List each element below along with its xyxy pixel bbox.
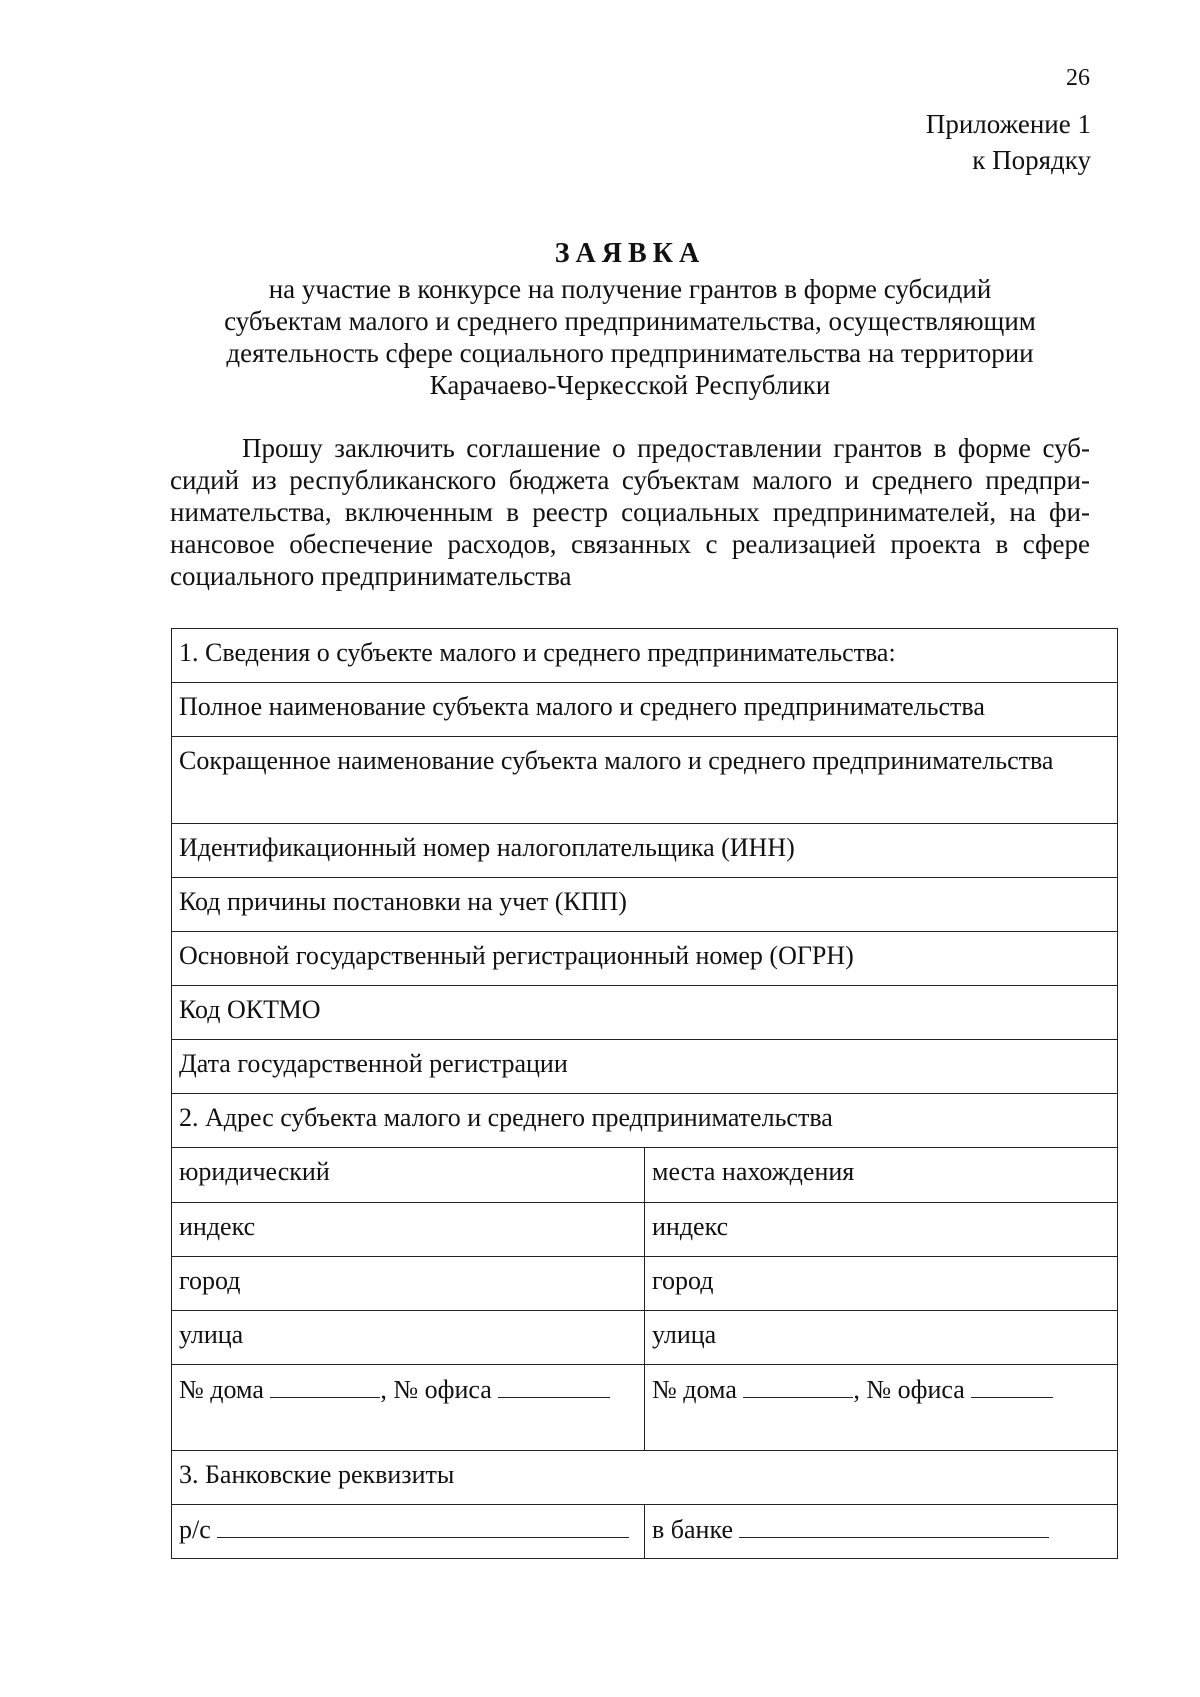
legal-city-field[interactable]: город <box>172 1257 645 1311</box>
oktmo-field[interactable]: Код ОКТМО <box>172 986 1118 1040</box>
location-city-field[interactable]: город <box>645 1257 1118 1311</box>
legal-office-blank[interactable] <box>498 1373 610 1398</box>
legal-office-label: , № офиса <box>380 1375 492 1404</box>
legal-index-field[interactable]: индекс <box>172 1203 645 1257</box>
appendix-line-2: к Порядку <box>972 145 1091 175</box>
table-row <box>172 1094 1118 1148</box>
location-address-header: места нахождения <box>645 1148 1118 1203</box>
legal-house-label: № дома <box>179 1375 264 1404</box>
bank-blank[interactable] <box>739 1513 1049 1538</box>
bank-cell <box>645 1505 1118 1559</box>
kpp-field[interactable]: Код причины постановки на учет (КПП) <box>172 878 1118 932</box>
legal-street-field[interactable]: улица <box>172 1311 645 1365</box>
location-house-label: № дома <box>652 1375 737 1404</box>
table-row <box>172 932 1118 986</box>
location-house-office-cell <box>645 1365 1118 1451</box>
table-row <box>172 629 1118 683</box>
table-row <box>172 1257 1118 1311</box>
account-label: р/с <box>179 1515 211 1544</box>
ogrn-field[interactable]: Основной государственный регистрационный номер (ОГРН) <box>172 932 1118 986</box>
table-row <box>172 824 1118 878</box>
subtitle-line-4: Карачаево-Черкесской Республики <box>429 370 831 400</box>
location-office-blank[interactable] <box>971 1373 1053 1398</box>
location-index-field[interactable]: индекс <box>645 1203 1118 1257</box>
location-house-blank[interactable] <box>743 1373 853 1398</box>
registration-date-field[interactable]: Дата государственной регистрации <box>172 1040 1118 1094</box>
intro-paragraph: Прошу заключить соглашение о предоставлении грантов в форме субсидий из республиканского бюджета субъектам малого и среднего предпринимательства, включенным в реестр социальных предпринимателей, на финансовое обеспечение расходов, связанных с реализацией проекта в сфере социального предпринимательства <box>170 433 1090 591</box>
bank-label: в банке <box>652 1515 733 1544</box>
table-row <box>172 878 1118 932</box>
appendix-line-1: Приложение 1 <box>925 109 1091 139</box>
table-row <box>172 683 1118 737</box>
legal-house-blank[interactable] <box>270 1373 380 1398</box>
subtitle-line-2: субъектам малого и среднего предпринимательства, осуществляющим <box>224 306 1036 336</box>
table-row <box>172 1505 1118 1559</box>
table-row <box>172 1365 1118 1451</box>
table-row <box>172 1203 1118 1257</box>
inn-field[interactable]: Идентификационный номер налогоплательщика (ИНН) <box>172 824 1118 878</box>
table-row <box>172 1451 1118 1505</box>
table-row <box>172 1148 1118 1203</box>
title-block <box>150 235 1110 401</box>
section-3-header: 3. Банковские реквизиты <box>172 1451 1118 1505</box>
table-row <box>172 1040 1118 1094</box>
short-name-field[interactable]: Сокращенное наименование субъекта малого и среднего предпринимательства <box>172 737 1118 824</box>
legal-house-office-cell <box>172 1365 645 1451</box>
subtitle-line-1: на участие в конкурсе на получение грантов в форме субсидий <box>268 274 992 304</box>
subtitle-line-3: деятельность сфере социального предпринимательства на территории <box>226 338 1034 368</box>
section-2-header: 2. Адрес субъекта малого и среднего предпринимательства <box>172 1094 1118 1148</box>
page-number: 26 <box>1066 65 1090 91</box>
table-row <box>172 737 1118 824</box>
appendix-reference <box>780 106 1091 178</box>
table-row <box>172 1311 1118 1365</box>
account-blank[interactable] <box>217 1513 629 1538</box>
account-cell <box>172 1505 645 1559</box>
section-1-header: 1. Сведения о субъекте малого и среднего предпринимательства: <box>172 629 1118 683</box>
application-form-table <box>171 628 1118 1559</box>
full-name-field[interactable]: Полное наименование субъекта малого и среднего предпринимательства <box>172 683 1118 737</box>
document-title: ЗАЯВКА <box>554 238 706 269</box>
location-office-label: , № офиса <box>853 1375 965 1404</box>
legal-address-header: юридический <box>172 1148 645 1203</box>
table-row <box>172 986 1118 1040</box>
location-street-field[interactable]: улица <box>645 1311 1118 1365</box>
